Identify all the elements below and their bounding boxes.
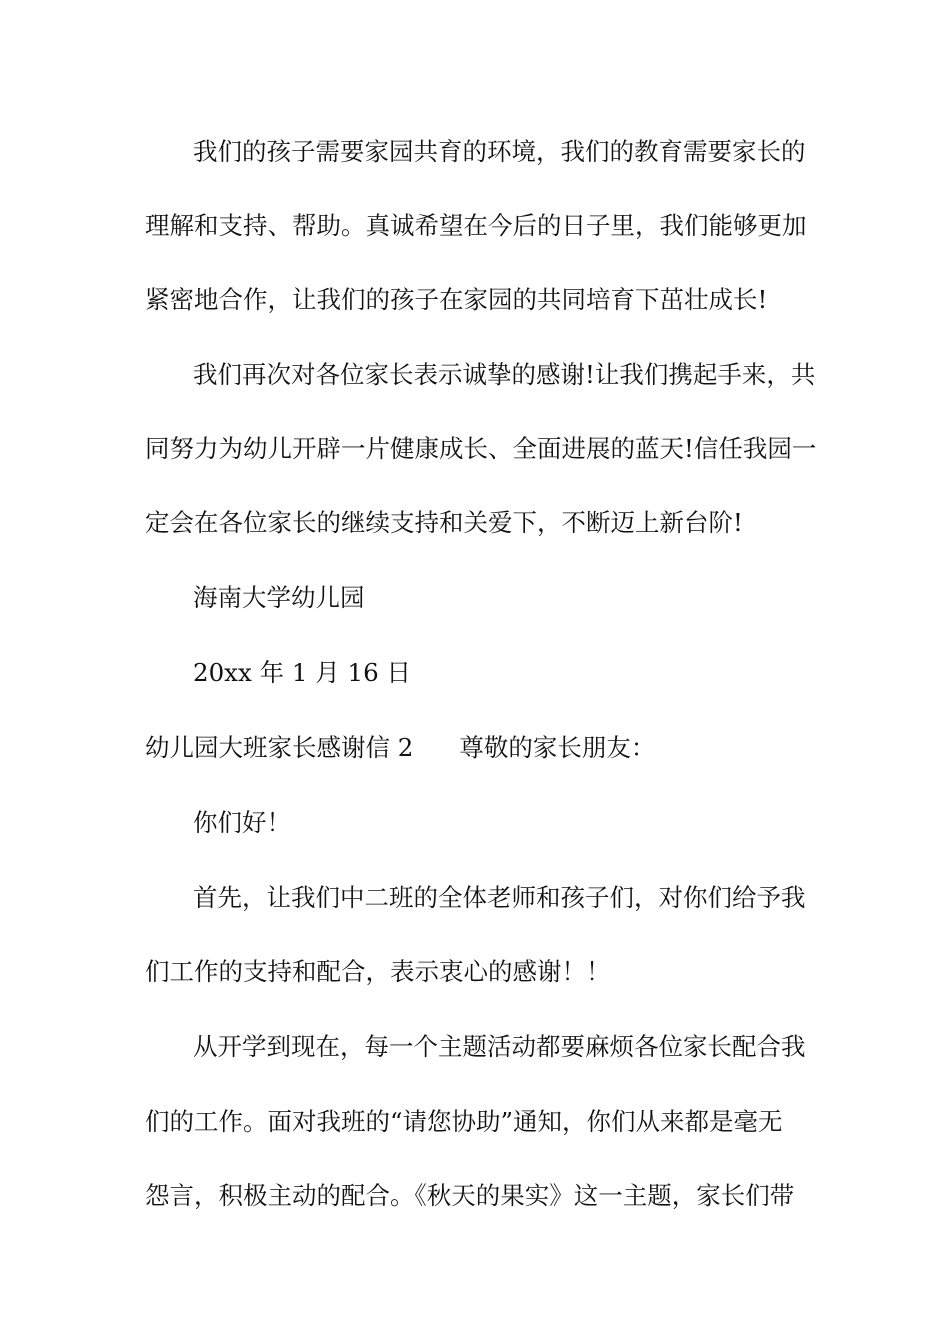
- signature-org: 海南大学幼儿园: [193, 583, 365, 612]
- paragraph-line: 首先，让我们中二班的全体老师和孩子们，对你们给予我: [193, 883, 806, 912]
- section-heading-row: [145, 733, 655, 763]
- greeting: 尊敬的家长朋友：: [459, 733, 656, 762]
- section-title: 幼儿园大班家长感谢信 2: [145, 733, 414, 762]
- paragraph-line: 我们的孩子需要家园共育的环境，我们的教育需要家长的: [193, 137, 806, 166]
- paragraph-line: 们工作的支持和配合，表示衷心的感谢！！: [145, 957, 611, 986]
- paragraph-line: 定会在各位家长的继续支持和关爱下，不断迈上新台阶!: [145, 508, 743, 537]
- paragraph-line: 同努力为幼儿开辟一片健康成长、全面进展的蓝天!信任我园一: [145, 434, 817, 463]
- signature-date: 20xx 年 1 月 16 日: [193, 658, 412, 687]
- paragraph-line: 理解和支持、帮助。真诚希望在今后的日子里，我们能够更加: [145, 211, 807, 240]
- paragraph-line: 紧密地合作，让我们的孩子在家园的共同培育下茁壮成长!: [145, 285, 768, 314]
- salutation: 你们好！: [193, 808, 291, 837]
- paragraph-line: 怨言，积极主动的配合。《秋天的果实》这一主题，家长们带: [145, 1181, 795, 1210]
- paragraph-line: 从开学到现在，每一个主题活动都要麻烦各位家长配合我: [193, 1032, 806, 1061]
- paragraph-line: 们的工作。面对我班的“请您协助”通知，你们从来都是毫无: [145, 1107, 783, 1136]
- paragraph-line: 我们再次对各位家长表示诚挚的感谢!让我们携起手来，共: [193, 360, 816, 389]
